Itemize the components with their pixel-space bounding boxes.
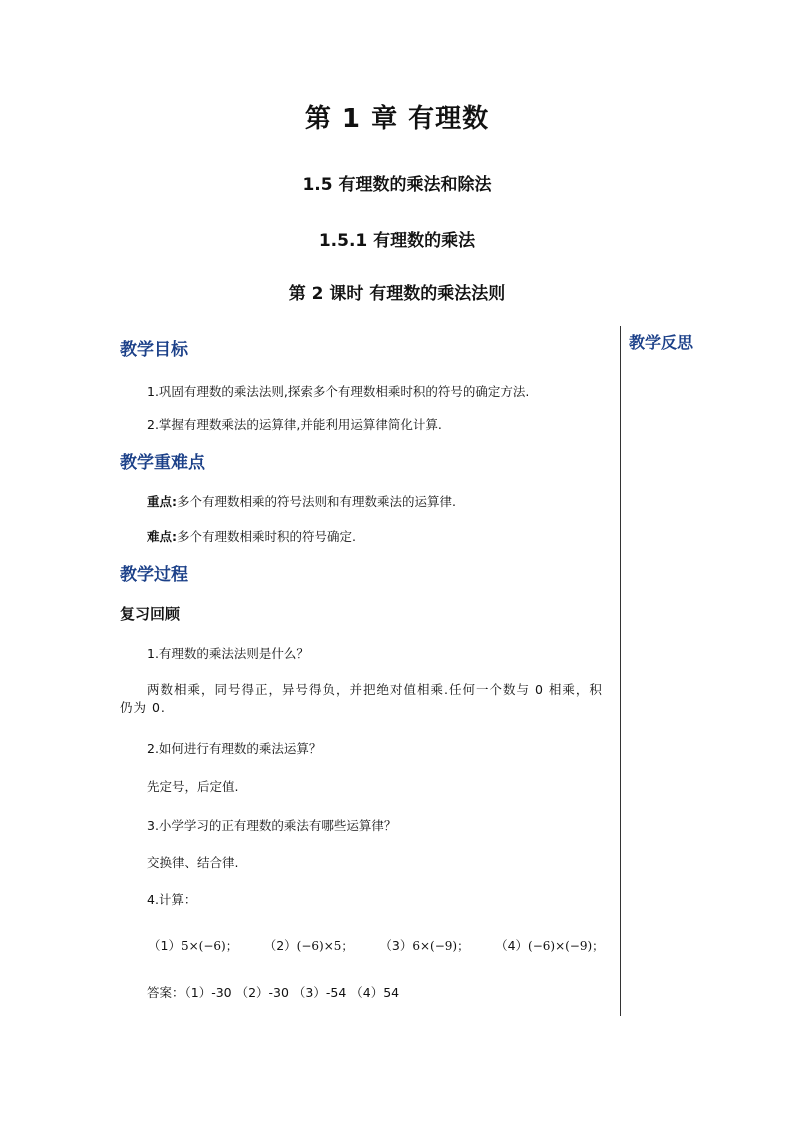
review-heading: 复习回顾 [120, 605, 181, 623]
key-point-text: 多个有理数相乘的符号法则和有理数乘法的运算律. [177, 494, 456, 509]
calc-item-2: （2）(−6)×5； [263, 938, 354, 953]
key-point-label: 重点: [147, 494, 177, 509]
section-title: 1.5 有理数的乘法和除法 [302, 175, 492, 195]
key-point-item [120, 493, 612, 511]
question-4: 4.计算： [147, 892, 197, 907]
question-2: 2.如何进行有理数的乘法运算？ [147, 741, 322, 756]
difficult-point-item [120, 528, 612, 546]
calculation-items [148, 936, 604, 954]
subsection-title: 1.5.1 有理数的乘法 [318, 231, 476, 251]
calc-item-3: （3）6×(−9)； [379, 938, 470, 953]
answer-4: 答案：（1）-30 （2）-30 （3）-54 （4）54 [147, 985, 400, 1000]
column-divider [620, 326, 621, 1016]
process-heading: 教学过程 [120, 565, 188, 585]
objective-item-2: 2.掌握有理数乘法的运算律,并能利用运算律简化计算. [147, 417, 442, 432]
difficult-point-text: 多个有理数相乘时积的符号确定. [177, 529, 356, 544]
reflection-heading: 教学反思 [629, 333, 694, 352]
chapter-title: 第 1 章 有理数 [304, 104, 490, 134]
objectives-heading: 教学目标 [120, 340, 188, 360]
calc-item-1: （1）5×(−6)； [148, 938, 238, 953]
key-points-heading: 教学重难点 [120, 453, 205, 473]
answer-1: 两数相乘，同号得正，异号得负，并把绝对值相乘.任何一个数与 0 相乘，积仍为 0. [120, 682, 603, 715]
lesson-title: 第 2 课时 有理数的乘法法则 [288, 284, 506, 304]
question-1: 1.有理数的乘法法则是什么？ [147, 646, 309, 661]
objective-item-1: 1.巩固有理数的乘法法则,探索多个有理数相乘时积的符号的确定方法. [147, 384, 530, 399]
difficult-point-label: 难点: [147, 529, 177, 544]
answer-2: 先定号，后定值. [147, 779, 239, 794]
answer-3: 交换律、结合律. [147, 855, 239, 870]
calc-item-4: （4）(−6)×(−9)； [495, 938, 605, 953]
question-3: 3.小学学习的正有理数的乘法有哪些运算律？ [147, 818, 397, 833]
